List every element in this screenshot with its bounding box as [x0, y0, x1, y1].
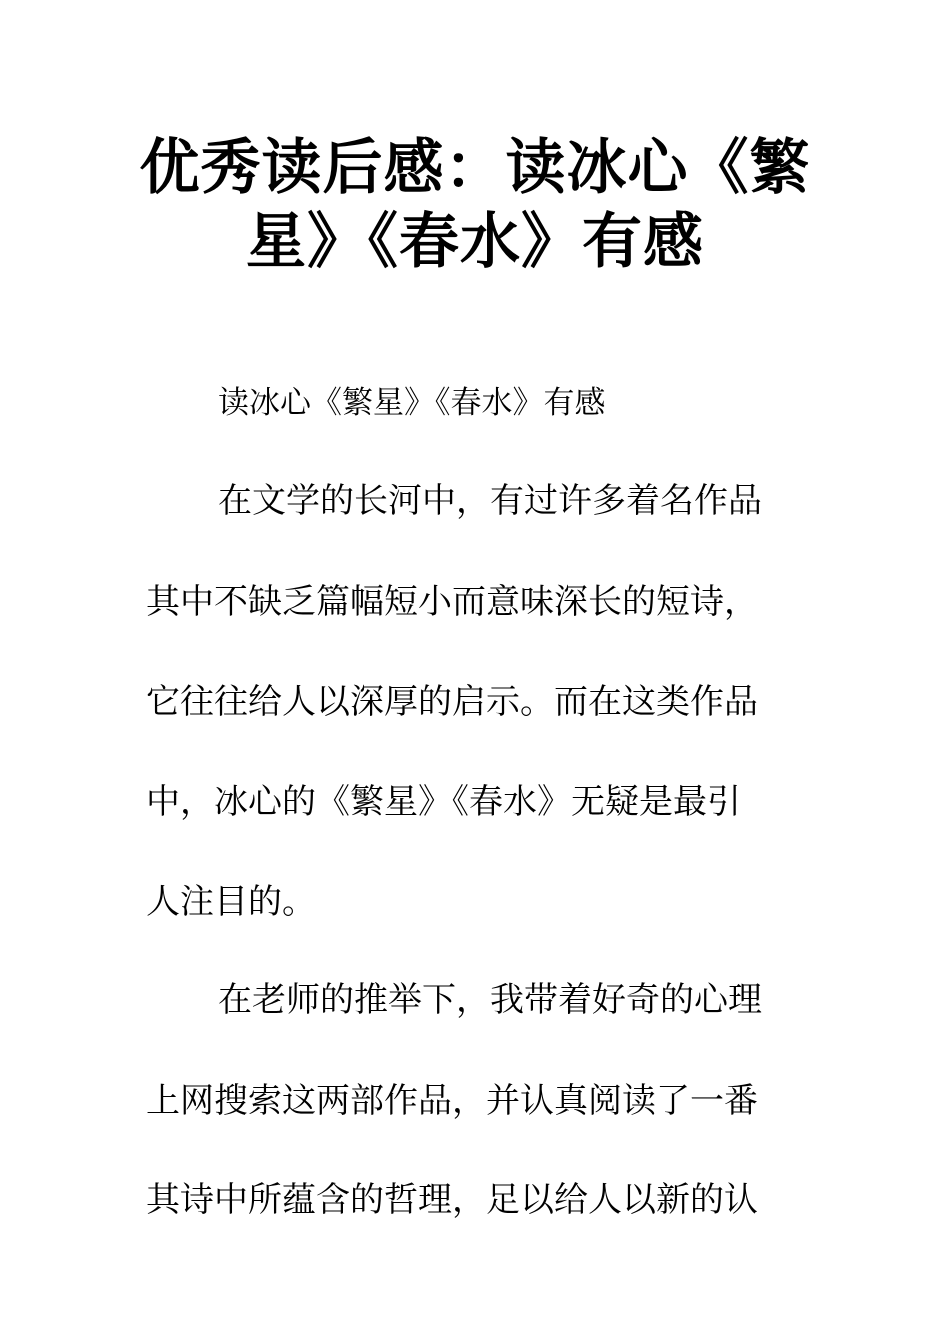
- paragraph-line: 人注目的。: [146, 882, 316, 922]
- paragraph-line: 中，冰心的《繁星》《春水》无疑是最引: [146, 782, 741, 822]
- paragraph-line: 上网搜索这两部作品，并认真阅读了一番: [146, 1081, 758, 1121]
- paragraph-line: 其中不缺乏篇幅短小而意味深长的短诗，: [146, 582, 758, 622]
- paragraph-line: 它往往给人以深厚的启示。而在这类作品: [146, 682, 758, 722]
- document-title-line-1: 优秀读后感：读冰心《繁: [139, 133, 811, 203]
- paragraph-line: 在老师的推举下，我带着好奇的心理: [218, 980, 762, 1020]
- paragraph-line: 在文学的长河中，有过许多着名作品: [218, 481, 762, 521]
- document-subtitle: 读冰心《繁星》《春水》有感: [218, 385, 606, 421]
- paragraph-line: 其诗中所蕴含的哲理，足以给人以新的认: [146, 1180, 758, 1220]
- document-title-line-2: 星》《春水》有感: [246, 207, 704, 277]
